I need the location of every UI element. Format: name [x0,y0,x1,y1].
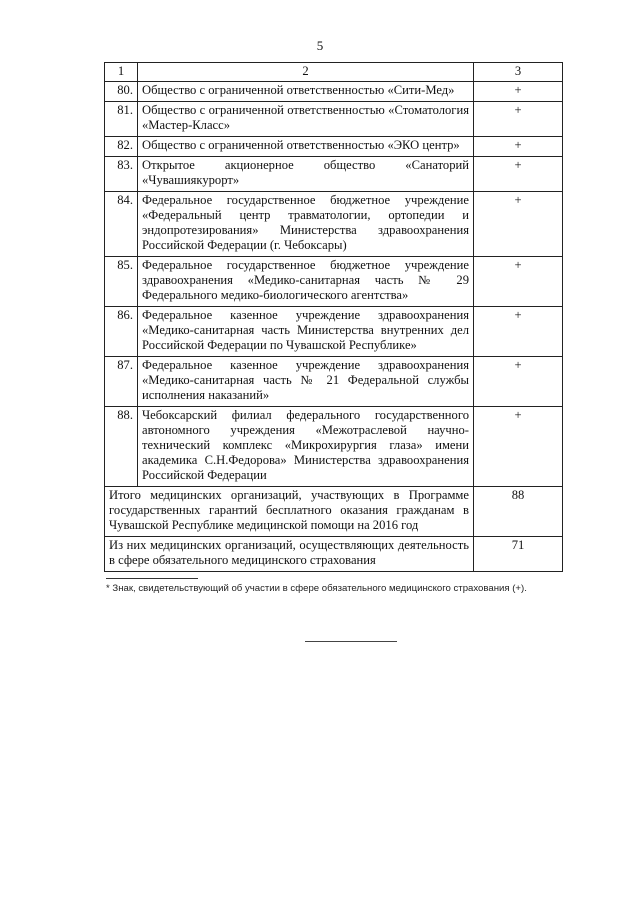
totals-row [105,537,563,572]
table-row [105,307,563,357]
oms-participation-mark: + [474,102,563,137]
organization-name: Чебоксарский филиал федерального государственного автономного учреждения «Межотраслевой научно-технический комплекс «Микрохирургия глаза» имени академика С.Н.Федорова» Министерства здравоохранения Российской Федерации [138,407,474,487]
table-row [105,407,563,487]
organization-name: Открытое акционерное общество «Санаторий «Чувашиякурорт» [138,157,474,192]
table-body [105,63,563,572]
oms-participation-mark: + [474,357,563,407]
organization-name: Общество с ограниченной ответственностью «Сити-Мед» [138,82,474,102]
footnote: * Знак, свидетельствующий об участии в сфере обязательного медицинского страхования (+). [106,583,527,594]
oms-participation-mark: + [474,82,563,102]
column-header-2: 2 [138,63,474,82]
organization-name: Общество с ограниченной ответственностью «Стоматология «Мастер-Класс» [138,102,474,137]
table-row [105,257,563,307]
table-row [105,192,563,257]
oms-participation-mark: + [474,137,563,157]
total-label: Из них медицинских организаций, осуществляющих деятельность в сфере обязательного медицинского страхования [105,537,474,572]
oms-participation-mark: + [474,192,563,257]
oms-participation-mark: + [474,257,563,307]
footnote-divider [106,578,198,579]
table-header-row [105,63,563,82]
row-number: 81. [105,102,138,137]
oms-participation-mark: + [474,157,563,192]
organization-name: Федеральное государственное бюджетное учреждение «Федеральный центр травматологии, ортопедии и эндопротезирования» Министерства здравоохранения Российской Федерации (г. Чебоксары) [138,192,474,257]
organization-name: Федеральное казенное учреждение здравоохранения «Медико-санитарная часть Министерства внутренних дел Российской Федерации по Чувашской Республике» [138,307,474,357]
total-value: 71 [474,537,563,572]
row-number: 80. [105,82,138,102]
row-number: 88. [105,407,138,487]
table-row [105,82,563,102]
table-row [105,357,563,407]
page-number: 5 [316,38,324,53]
end-divider [305,641,397,642]
column-header-3: 3 [474,63,563,82]
oms-participation-mark: + [474,307,563,357]
total-value: 88 [474,487,563,537]
column-header-1: 1 [105,63,138,82]
total-label: Итого медицинских организаций, участвующих в Программе государственных гарантий бесплатного оказания гражданам в Чувашской Республике медицинской помощи на 2016 год [105,487,474,537]
table-row [105,157,563,192]
row-number: 84. [105,192,138,257]
organization-name: Федеральное казенное учреждение здравоохранения «Медико-санитарная часть № 21 Федеральной службы исполнения наказаний» [138,357,474,407]
table-row [105,137,563,157]
organization-name: Федеральное государственное бюджетное учреждение здравоохранения «Медико-санитарная часть № 29 Федерального медико-биологического агентства» [138,257,474,307]
organizations-table [104,62,563,572]
table-row [105,102,563,137]
row-number: 85. [105,257,138,307]
organization-name: Общество с ограниченной ответственностью «ЭКО центр» [138,137,474,157]
row-number: 86. [105,307,138,357]
oms-participation-mark: + [474,407,563,487]
row-number: 82. [105,137,138,157]
totals-row [105,487,563,537]
row-number: 83. [105,157,138,192]
row-number: 87. [105,357,138,407]
